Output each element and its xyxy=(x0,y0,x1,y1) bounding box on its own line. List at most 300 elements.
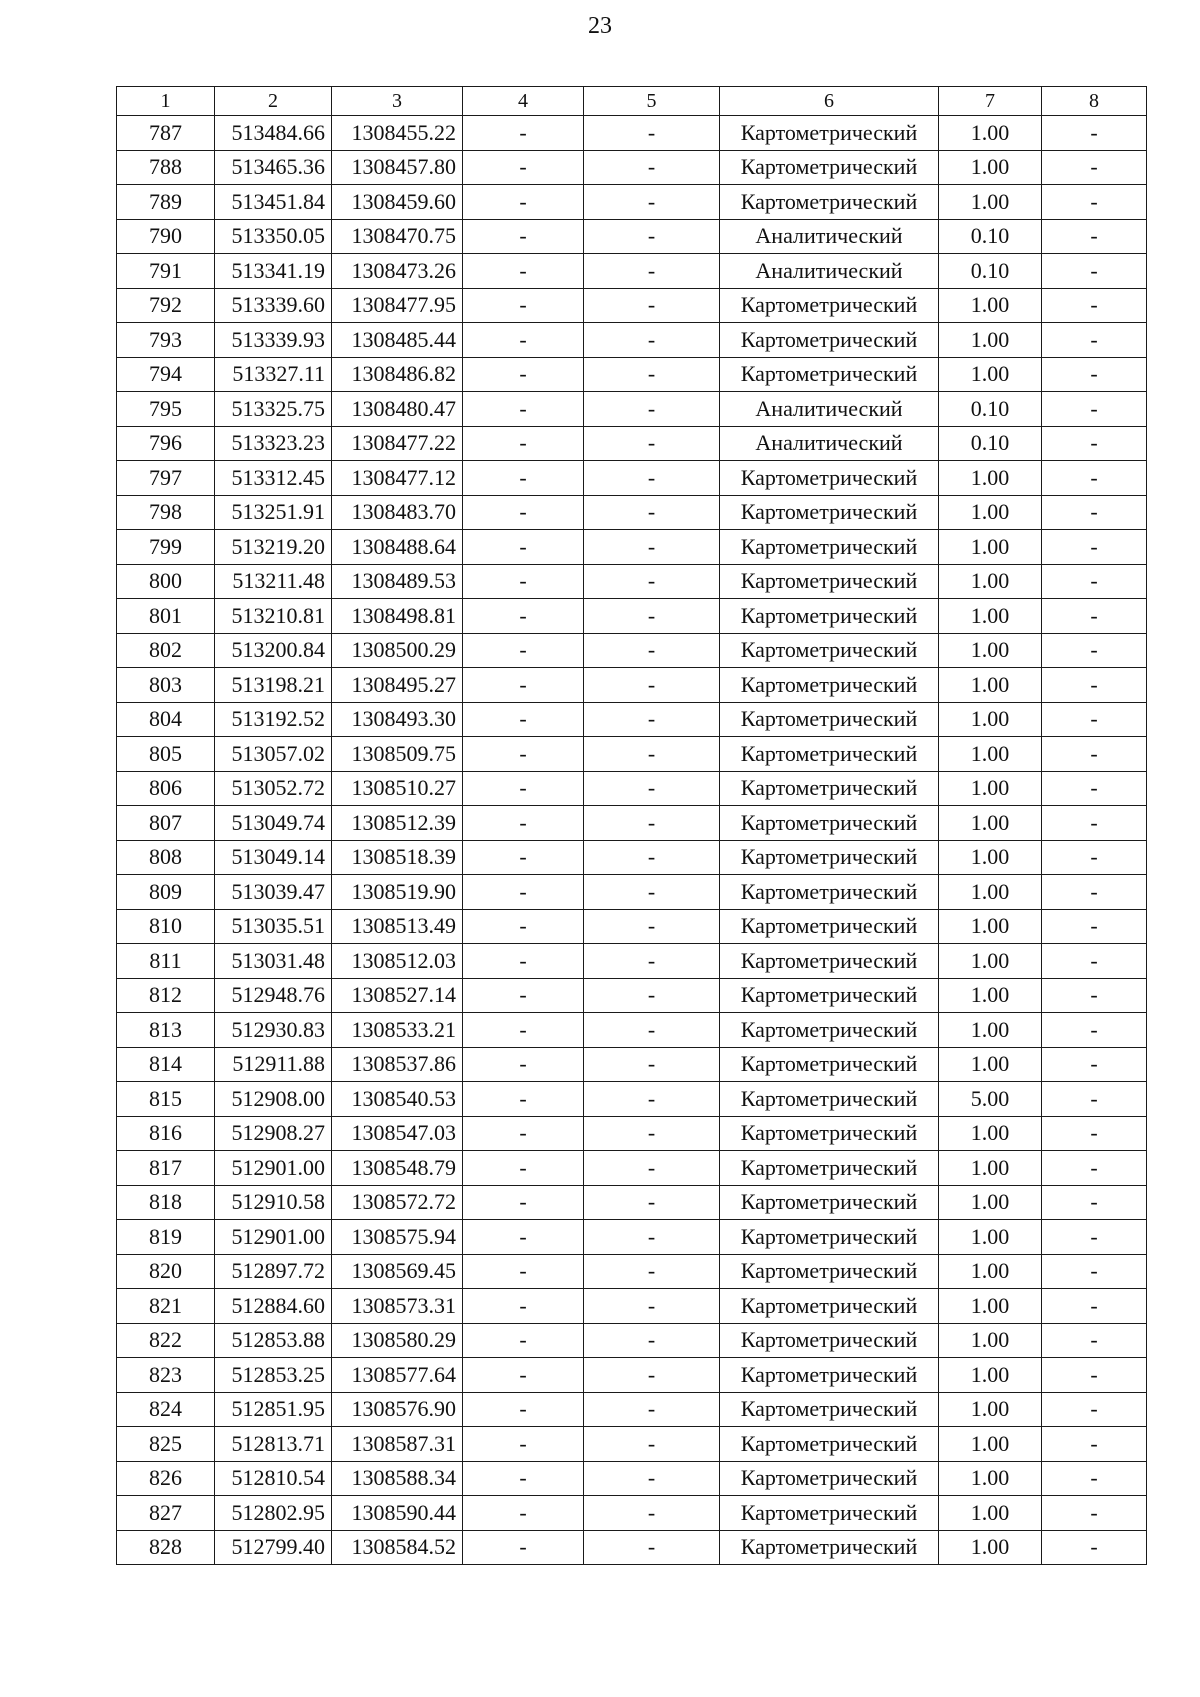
cell-method: Картометрический xyxy=(720,461,939,496)
table-row xyxy=(117,1047,1147,1082)
cell-coord-y: 1308510.27 xyxy=(332,771,463,806)
cell-col-5: - xyxy=(584,1461,720,1496)
cell-coord-x: 513341.19 xyxy=(215,254,332,289)
cell-method: Картометрический xyxy=(720,116,939,151)
cell-method: Картометрический xyxy=(720,495,939,530)
cell-coord-y: 1308540.53 xyxy=(332,1082,463,1117)
cell-col-4: - xyxy=(463,737,584,772)
cell-col-5: - xyxy=(584,392,720,427)
cell-col-8: - xyxy=(1042,1220,1147,1255)
cell-col-5: - xyxy=(584,1427,720,1462)
cell-accuracy: 1.00 xyxy=(939,185,1042,220)
cell-coord-x: 512948.76 xyxy=(215,978,332,1013)
cell-col-5: - xyxy=(584,1047,720,1082)
cell-col-4: - xyxy=(463,426,584,461)
table-row xyxy=(117,185,1147,220)
cell-accuracy: 0.10 xyxy=(939,219,1042,254)
cell-col-8: - xyxy=(1042,1323,1147,1358)
cell-coord-x: 512908.27 xyxy=(215,1116,332,1151)
cell-method: Картометрический xyxy=(720,944,939,979)
cell-col-5: - xyxy=(584,806,720,841)
cell-col-4: - xyxy=(463,116,584,151)
cell-col-4: - xyxy=(463,1427,584,1462)
cell-col-5: - xyxy=(584,1082,720,1117)
cell-coord-y: 1308477.22 xyxy=(332,426,463,461)
cell-accuracy: 1.00 xyxy=(939,1323,1042,1358)
cell-coord-x: 513323.23 xyxy=(215,426,332,461)
cell-col-4: - xyxy=(463,1047,584,1082)
cell-accuracy: 1.00 xyxy=(939,875,1042,910)
table-row xyxy=(117,840,1147,875)
cell-coord-y: 1308533.21 xyxy=(332,1013,463,1048)
table-row xyxy=(117,357,1147,392)
cell-coord-x: 512853.88 xyxy=(215,1323,332,1358)
cell-col-8: - xyxy=(1042,1013,1147,1048)
cell-col-8: - xyxy=(1042,185,1147,220)
table-row xyxy=(117,1220,1147,1255)
cell-col-8: - xyxy=(1042,599,1147,634)
cell-col-5: - xyxy=(584,1151,720,1186)
cell-coord-x: 513198.21 xyxy=(215,668,332,703)
cell-accuracy: 5.00 xyxy=(939,1082,1042,1117)
cell-method: Картометрический xyxy=(720,840,939,875)
cell-coord-x: 513049.14 xyxy=(215,840,332,875)
cell-col-4: - xyxy=(463,392,584,427)
cell-col-5: - xyxy=(584,944,720,979)
cell-coord-x: 512930.83 xyxy=(215,1013,332,1048)
cell-coord-y: 1308495.27 xyxy=(332,668,463,703)
cell-col-8: - xyxy=(1042,668,1147,703)
cell-col-4: - xyxy=(463,1289,584,1324)
cell-method: Картометрический xyxy=(720,737,939,772)
cell-coord-x: 513210.81 xyxy=(215,599,332,634)
cell-col-4: - xyxy=(463,1082,584,1117)
cell-point-number: 815 xyxy=(117,1082,215,1117)
cell-point-number: 811 xyxy=(117,944,215,979)
table-row xyxy=(117,1013,1147,1048)
cell-accuracy: 1.00 xyxy=(939,1358,1042,1393)
cell-point-number: 807 xyxy=(117,806,215,841)
cell-col-4: - xyxy=(463,806,584,841)
table-row xyxy=(117,530,1147,565)
cell-coord-x: 512799.40 xyxy=(215,1530,332,1565)
cell-col-4: - xyxy=(463,1496,584,1531)
cell-coord-y: 1308509.75 xyxy=(332,737,463,772)
table-header xyxy=(117,87,1147,116)
table-row xyxy=(117,392,1147,427)
cell-point-number: 813 xyxy=(117,1013,215,1048)
cell-method: Картометрический xyxy=(720,323,939,358)
table-row xyxy=(117,1254,1147,1289)
cell-point-number: 812 xyxy=(117,978,215,1013)
cell-col-8: - xyxy=(1042,150,1147,185)
cell-accuracy: 1.00 xyxy=(939,564,1042,599)
cell-coord-y: 1308575.94 xyxy=(332,1220,463,1255)
cell-col-5: - xyxy=(584,978,720,1013)
cell-point-number: 817 xyxy=(117,1151,215,1186)
cell-method: Картометрический xyxy=(720,1082,939,1117)
cell-accuracy: 1.00 xyxy=(939,1013,1042,1048)
cell-col-8: - xyxy=(1042,1151,1147,1186)
table-row xyxy=(117,288,1147,323)
cell-coord-x: 513052.72 xyxy=(215,771,332,806)
cell-accuracy: 1.00 xyxy=(939,1220,1042,1255)
cell-method: Картометрический xyxy=(720,1496,939,1531)
cell-coord-y: 1308473.26 xyxy=(332,254,463,289)
cell-accuracy: 1.00 xyxy=(939,288,1042,323)
cell-accuracy: 1.00 xyxy=(939,1392,1042,1427)
cell-method: Картометрический xyxy=(720,1530,939,1565)
cell-col-8: - xyxy=(1042,530,1147,565)
cell-method: Картометрический xyxy=(720,1289,939,1324)
table-row xyxy=(117,1185,1147,1220)
table-row xyxy=(117,1082,1147,1117)
cell-col-5: - xyxy=(584,1530,720,1565)
cell-col-8: - xyxy=(1042,806,1147,841)
cell-method: Картометрический xyxy=(720,702,939,737)
cell-col-5: - xyxy=(584,254,720,289)
cell-accuracy: 1.00 xyxy=(939,702,1042,737)
cell-coord-y: 1308518.39 xyxy=(332,840,463,875)
cell-col-5: - xyxy=(584,1358,720,1393)
table-row xyxy=(117,564,1147,599)
cell-coord-y: 1308537.86 xyxy=(332,1047,463,1082)
cell-coord-y: 1308588.34 xyxy=(332,1461,463,1496)
cell-coord-x: 512802.95 xyxy=(215,1496,332,1531)
cell-point-number: 809 xyxy=(117,875,215,910)
cell-accuracy: 1.00 xyxy=(939,978,1042,1013)
cell-accuracy: 1.00 xyxy=(939,633,1042,668)
table-row xyxy=(117,806,1147,841)
cell-point-number: 802 xyxy=(117,633,215,668)
cell-col-4: - xyxy=(463,599,584,634)
cell-method: Картометрический xyxy=(720,1116,939,1151)
column-header-1: 1 xyxy=(117,87,215,116)
cell-coord-y: 1308470.75 xyxy=(332,219,463,254)
cell-col-8: - xyxy=(1042,288,1147,323)
table-row xyxy=(117,323,1147,358)
cell-point-number: 808 xyxy=(117,840,215,875)
cell-col-8: - xyxy=(1042,737,1147,772)
cell-accuracy: 1.00 xyxy=(939,357,1042,392)
cell-col-4: - xyxy=(463,978,584,1013)
cell-coord-x: 513465.36 xyxy=(215,150,332,185)
cell-accuracy: 1.00 xyxy=(939,1151,1042,1186)
cell-col-4: - xyxy=(463,1254,584,1289)
cell-accuracy: 1.00 xyxy=(939,1496,1042,1531)
cell-method: Картометрический xyxy=(720,668,939,703)
cell-accuracy: 0.10 xyxy=(939,254,1042,289)
cell-method: Картометрический xyxy=(720,288,939,323)
cell-point-number: 806 xyxy=(117,771,215,806)
cell-col-8: - xyxy=(1042,116,1147,151)
cell-col-8: - xyxy=(1042,323,1147,358)
cell-method: Картометрический xyxy=(720,1013,939,1048)
cell-coord-x: 512884.60 xyxy=(215,1289,332,1324)
cell-col-5: - xyxy=(584,875,720,910)
table-row xyxy=(117,737,1147,772)
cell-col-4: - xyxy=(463,323,584,358)
table-row xyxy=(117,219,1147,254)
cell-method: Картометрический xyxy=(720,1358,939,1393)
table-row xyxy=(117,254,1147,289)
cell-coord-y: 1308477.12 xyxy=(332,461,463,496)
cell-accuracy: 1.00 xyxy=(939,771,1042,806)
cell-col-5: - xyxy=(584,1116,720,1151)
cell-coord-x: 512901.00 xyxy=(215,1151,332,1186)
cell-col-5: - xyxy=(584,564,720,599)
cell-point-number: 798 xyxy=(117,495,215,530)
cell-coord-y: 1308513.49 xyxy=(332,909,463,944)
cell-col-8: - xyxy=(1042,1530,1147,1565)
cell-coord-x: 513350.05 xyxy=(215,219,332,254)
cell-col-4: - xyxy=(463,530,584,565)
table-row xyxy=(117,978,1147,1013)
column-header-6: 6 xyxy=(720,87,939,116)
cell-accuracy: 1.00 xyxy=(939,1116,1042,1151)
cell-point-number: 818 xyxy=(117,1185,215,1220)
cell-method: Картометрический xyxy=(720,1047,939,1082)
cell-coord-x: 513451.84 xyxy=(215,185,332,220)
cell-col-4: - xyxy=(463,875,584,910)
table-row xyxy=(117,1461,1147,1496)
cell-point-number: 805 xyxy=(117,737,215,772)
cell-method: Картометрический xyxy=(720,1323,939,1358)
cell-col-4: - xyxy=(463,840,584,875)
cell-point-number: 792 xyxy=(117,288,215,323)
cell-col-5: - xyxy=(584,737,720,772)
cell-col-4: - xyxy=(463,1185,584,1220)
cell-point-number: 801 xyxy=(117,599,215,634)
cell-col-5: - xyxy=(584,1013,720,1048)
table-row xyxy=(117,1427,1147,1462)
column-header-4: 4 xyxy=(463,87,584,116)
cell-col-8: - xyxy=(1042,944,1147,979)
cell-accuracy: 1.00 xyxy=(939,323,1042,358)
cell-coord-x: 513049.74 xyxy=(215,806,332,841)
cell-method: Картометрический xyxy=(720,1185,939,1220)
cell-coord-y: 1308577.64 xyxy=(332,1358,463,1393)
cell-col-5: - xyxy=(584,909,720,944)
cell-col-5: - xyxy=(584,668,720,703)
cell-coord-y: 1308477.95 xyxy=(332,288,463,323)
cell-col-4: - xyxy=(463,1151,584,1186)
cell-point-number: 825 xyxy=(117,1427,215,1462)
cell-coord-y: 1308569.45 xyxy=(332,1254,463,1289)
cell-col-4: - xyxy=(463,254,584,289)
cell-col-5: - xyxy=(584,1323,720,1358)
cell-point-number: 822 xyxy=(117,1323,215,1358)
cell-col-5: - xyxy=(584,840,720,875)
cell-point-number: 791 xyxy=(117,254,215,289)
cell-coord-x: 513484.66 xyxy=(215,116,332,151)
cell-point-number: 799 xyxy=(117,530,215,565)
table-row xyxy=(117,461,1147,496)
cell-coord-x: 512851.95 xyxy=(215,1392,332,1427)
cell-accuracy: 1.00 xyxy=(939,599,1042,634)
cell-col-8: - xyxy=(1042,840,1147,875)
cell-coord-y: 1308486.82 xyxy=(332,357,463,392)
cell-accuracy: 1.00 xyxy=(939,1289,1042,1324)
cell-col-4: - xyxy=(463,219,584,254)
cell-coord-y: 1308489.53 xyxy=(332,564,463,599)
cell-coord-x: 512908.00 xyxy=(215,1082,332,1117)
cell-coord-y: 1308512.03 xyxy=(332,944,463,979)
cell-point-number: 814 xyxy=(117,1047,215,1082)
cell-coord-x: 513031.48 xyxy=(215,944,332,979)
cell-coord-x: 513211.48 xyxy=(215,564,332,599)
cell-col-8: - xyxy=(1042,392,1147,427)
cell-col-8: - xyxy=(1042,1427,1147,1462)
cell-col-5: - xyxy=(584,495,720,530)
table-row xyxy=(117,116,1147,151)
cell-accuracy: 1.00 xyxy=(939,530,1042,565)
cell-method: Картометрический xyxy=(720,599,939,634)
cell-method: Картометрический xyxy=(720,150,939,185)
cell-point-number: 788 xyxy=(117,150,215,185)
cell-method: Картометрический xyxy=(720,185,939,220)
cell-col-4: - xyxy=(463,1220,584,1255)
cell-coord-y: 1308488.64 xyxy=(332,530,463,565)
table-body xyxy=(117,116,1147,1565)
cell-col-8: - xyxy=(1042,219,1147,254)
cell-accuracy: 0.10 xyxy=(939,392,1042,427)
table-row xyxy=(117,944,1147,979)
cell-method: Аналитический xyxy=(720,392,939,427)
cell-accuracy: 1.00 xyxy=(939,737,1042,772)
table-row xyxy=(117,1323,1147,1358)
cell-coord-y: 1308455.22 xyxy=(332,116,463,151)
cell-col-5: - xyxy=(584,1185,720,1220)
cell-col-5: - xyxy=(584,1220,720,1255)
table-row xyxy=(117,599,1147,634)
cell-method: Аналитический xyxy=(720,254,939,289)
cell-coord-y: 1308587.31 xyxy=(332,1427,463,1462)
cell-point-number: 800 xyxy=(117,564,215,599)
column-header-8: 8 xyxy=(1042,87,1147,116)
cell-col-5: - xyxy=(584,357,720,392)
cell-method: Картометрический xyxy=(720,633,939,668)
cell-coord-x: 512810.54 xyxy=(215,1461,332,1496)
header-row xyxy=(117,87,1147,116)
cell-col-5: - xyxy=(584,1254,720,1289)
cell-method: Картометрический xyxy=(720,1392,939,1427)
cell-accuracy: 1.00 xyxy=(939,668,1042,703)
cell-point-number: 823 xyxy=(117,1358,215,1393)
cell-col-5: - xyxy=(584,288,720,323)
cell-coord-x: 513192.52 xyxy=(215,702,332,737)
cell-method: Картометрический xyxy=(720,1151,939,1186)
cell-point-number: 797 xyxy=(117,461,215,496)
cell-point-number: 789 xyxy=(117,185,215,220)
cell-coord-y: 1308576.90 xyxy=(332,1392,463,1427)
cell-col-8: - xyxy=(1042,426,1147,461)
cell-point-number: 816 xyxy=(117,1116,215,1151)
cell-accuracy: 1.00 xyxy=(939,1254,1042,1289)
table-row xyxy=(117,909,1147,944)
cell-method: Картометрический xyxy=(720,1427,939,1462)
cell-col-5: - xyxy=(584,1289,720,1324)
cell-method: Картометрический xyxy=(720,1220,939,1255)
cell-point-number: 827 xyxy=(117,1496,215,1531)
cell-accuracy: 1.00 xyxy=(939,1427,1042,1462)
cell-col-8: - xyxy=(1042,495,1147,530)
cell-col-8: - xyxy=(1042,909,1147,944)
cell-coord-x: 513312.45 xyxy=(215,461,332,496)
cell-point-number: 803 xyxy=(117,668,215,703)
cell-coord-y: 1308493.30 xyxy=(332,702,463,737)
cell-col-8: - xyxy=(1042,461,1147,496)
cell-col-4: - xyxy=(463,944,584,979)
cell-col-4: - xyxy=(463,564,584,599)
cell-coord-x: 513057.02 xyxy=(215,737,332,772)
column-header-2: 2 xyxy=(215,87,332,116)
cell-method: Картометрический xyxy=(720,875,939,910)
page-number: 23 xyxy=(588,13,612,39)
table-row xyxy=(117,1496,1147,1531)
cell-point-number: 796 xyxy=(117,426,215,461)
cell-col-8: - xyxy=(1042,1358,1147,1393)
cell-coord-y: 1308572.72 xyxy=(332,1185,463,1220)
table-row xyxy=(117,702,1147,737)
cell-point-number: 821 xyxy=(117,1289,215,1324)
cell-coord-x: 513035.51 xyxy=(215,909,332,944)
cell-coord-x: 513251.91 xyxy=(215,495,332,530)
cell-col-5: - xyxy=(584,323,720,358)
cell-method: Картометрический xyxy=(720,1254,939,1289)
cell-col-5: - xyxy=(584,702,720,737)
table-row xyxy=(117,1151,1147,1186)
cell-coord-y: 1308480.47 xyxy=(332,392,463,427)
cell-col-4: - xyxy=(463,771,584,806)
table-row xyxy=(117,1289,1147,1324)
cell-method: Картометрический xyxy=(720,978,939,1013)
cell-accuracy: 1.00 xyxy=(939,1185,1042,1220)
cell-point-number: 793 xyxy=(117,323,215,358)
cell-col-4: - xyxy=(463,357,584,392)
cell-accuracy: 1.00 xyxy=(939,461,1042,496)
cell-point-number: 810 xyxy=(117,909,215,944)
table-row xyxy=(117,1530,1147,1565)
cell-accuracy: 1.00 xyxy=(939,116,1042,151)
cell-point-number: 795 xyxy=(117,392,215,427)
cell-point-number: 787 xyxy=(117,116,215,151)
cell-col-8: - xyxy=(1042,1082,1147,1117)
cell-point-number: 804 xyxy=(117,702,215,737)
cell-col-4: - xyxy=(463,150,584,185)
cell-method: Картометрический xyxy=(720,564,939,599)
cell-method: Картометрический xyxy=(720,909,939,944)
cell-coord-y: 1308485.44 xyxy=(332,323,463,358)
cell-col-4: - xyxy=(463,461,584,496)
cell-coord-y: 1308459.60 xyxy=(332,185,463,220)
cell-col-4: - xyxy=(463,1323,584,1358)
cell-coord-x: 512853.25 xyxy=(215,1358,332,1393)
cell-point-number: 828 xyxy=(117,1530,215,1565)
cell-col-4: - xyxy=(463,288,584,323)
cell-coord-x: 513200.84 xyxy=(215,633,332,668)
cell-col-5: - xyxy=(584,219,720,254)
cell-col-8: - xyxy=(1042,978,1147,1013)
coordinates-table xyxy=(116,86,1147,1565)
cell-point-number: 794 xyxy=(117,357,215,392)
cell-col-5: - xyxy=(584,426,720,461)
cell-col-4: - xyxy=(463,1461,584,1496)
cell-coord-x: 513039.47 xyxy=(215,875,332,910)
cell-coord-x: 512901.00 xyxy=(215,1220,332,1255)
cell-col-5: - xyxy=(584,599,720,634)
cell-col-8: - xyxy=(1042,1461,1147,1496)
